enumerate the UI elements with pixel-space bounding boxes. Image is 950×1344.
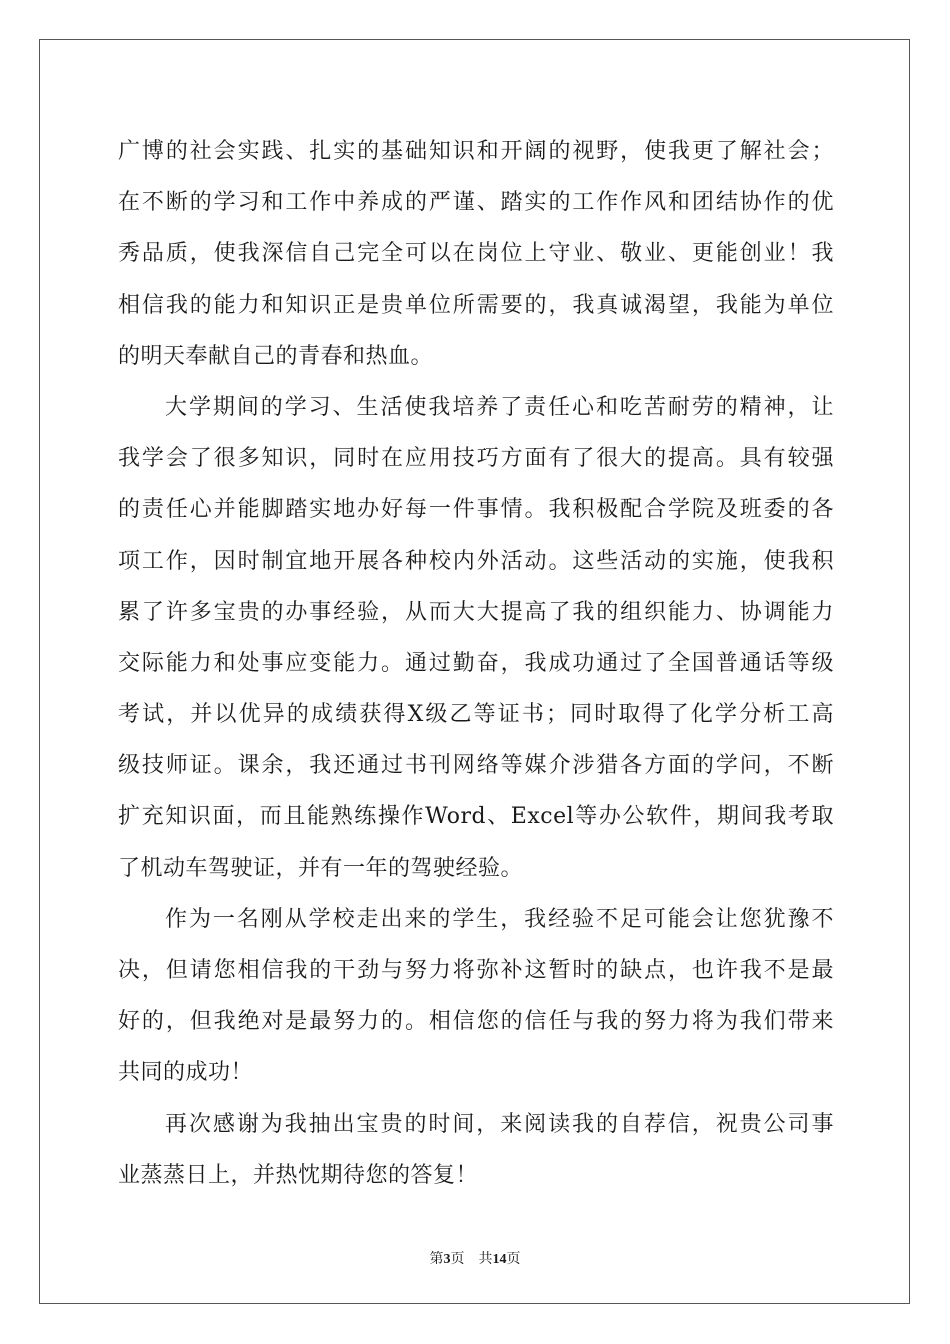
page-prefix: 第 bbox=[429, 1252, 444, 1267]
text-line: 在不断的学习和工作中养成的严谨、踏实的工作作风和团结协作的优 bbox=[118, 190, 834, 216]
text-line: 秀品质，使我深信自己完全可以在岗位上守业、敬业、更能创业！我 bbox=[118, 241, 834, 267]
text-line: 业蒸蒸日上，并热忱期待您的答复！ bbox=[118, 1162, 479, 1188]
text-line: 累了许多宝贵的办事经验，从而大大提高了我的组织能力、协调能力 bbox=[118, 599, 834, 625]
page-number: 3 bbox=[443, 1252, 451, 1267]
text-line: 好的，但我绝对是最努力的。相信您的信任与我的努力将为我们带来 bbox=[118, 1009, 834, 1035]
text-line: 再次感谢为我抽出宝贵的时间，来阅读我的自荐信，祝贵公司事 bbox=[165, 1111, 834, 1137]
total-prefix: 共 bbox=[478, 1252, 493, 1267]
text-line: 了机动车驾驶证，并有一年的驾驶经验。 bbox=[118, 855, 524, 881]
text-line: 我学会了很多知识，同时在应用技巧方面有了很大的提高。具有较强 bbox=[118, 446, 834, 472]
page-suffix: 页 bbox=[450, 1252, 465, 1267]
text-line: 级技师证。课余，我还通过书刊网络等媒介涉猎各方面的学问，不断 bbox=[118, 753, 834, 779]
text-line: 大学期间的学习、生活使我培养了责任心和吃苦耐劳的精神，让 bbox=[165, 394, 834, 420]
text-line: 相信我的能力和知识正是贵单位所需要的，我真诚渴望，我能为单位 bbox=[118, 292, 834, 318]
text-line: 作为一名刚从学校走出来的学生，我经验不足可能会让您犹豫不 bbox=[165, 906, 834, 932]
document-body bbox=[118, 126, 834, 1201]
text-line: 广博的社会实践、扎实的基础知识和开阔的视野，使我更了解社会； bbox=[118, 139, 834, 164]
text-line: 扩充知识面，而且能熟练操作Word、Excel等办公软件，期间我考取 bbox=[118, 804, 834, 830]
text-line: 共同的成功！ bbox=[118, 1060, 254, 1086]
text-line: 项工作，因时制宜地开展各种校内外活动。这些活动的实施，使我积 bbox=[118, 548, 834, 574]
text-line: 决，但请您相信我的干劲与努力将弥补这暂时的缺点，也许我不是最 bbox=[118, 958, 834, 983]
text-line: 的责任心并能脚踏实地办好每一件事情。我积极配合学院及班委的各 bbox=[118, 497, 834, 523]
text-line: 考试，并以优异的成绩获得X级乙等证书；同时取得了化学分析工高 bbox=[118, 702, 834, 728]
total-pages: 14 bbox=[492, 1252, 507, 1267]
total-suffix: 页 bbox=[506, 1252, 521, 1267]
page-footer bbox=[0, 1248, 950, 1268]
text-line: 交际能力和处事应变能力。通过勤奋，我成功通过了全国普通话等级 bbox=[118, 650, 834, 676]
text-line: 的明天奉献自己的青春和热血。 bbox=[118, 343, 434, 369]
